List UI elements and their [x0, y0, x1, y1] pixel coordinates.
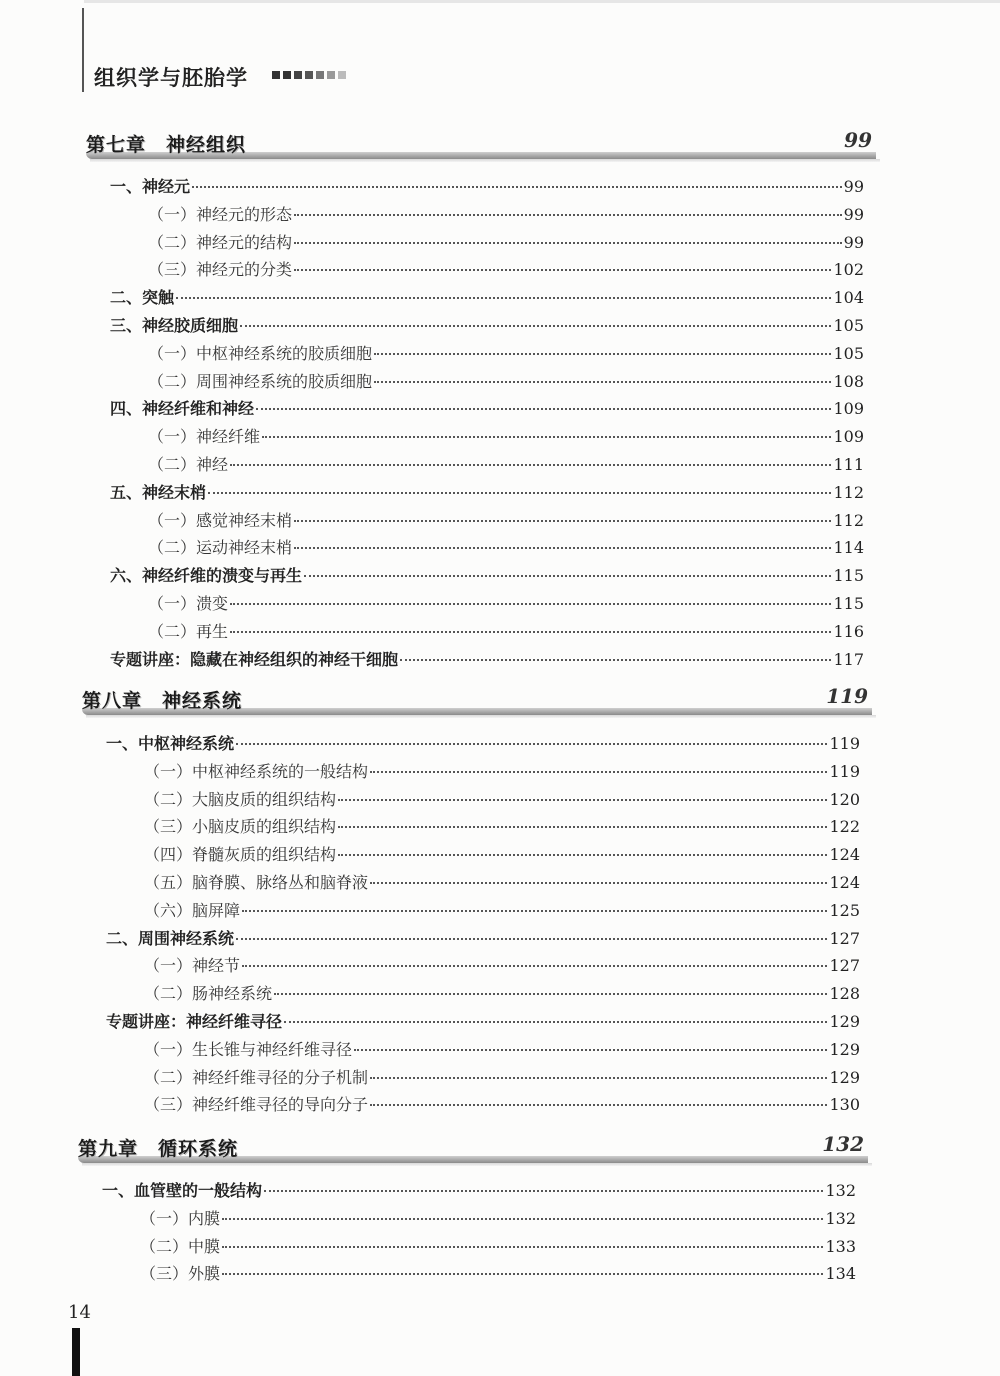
chapter-bar-shadow [90, 159, 880, 162]
toc-entry-page: 130 [829, 1095, 860, 1115]
dot-leader [354, 1049, 827, 1051]
toc-entry-title: 六、神经纤维的溃变与再生 [110, 566, 303, 586]
toc-entry[interactable] [148, 202, 864, 226]
toc-entry[interactable] [148, 230, 864, 254]
chapter-page-number: 99 [844, 128, 872, 152]
toc-entry[interactable] [144, 759, 860, 783]
toc-entry-page: 129 [829, 1067, 860, 1087]
toc-entry-title: （二）神经元的结构 [148, 232, 293, 252]
dot-leader [294, 547, 831, 549]
toc-entry[interactable] [148, 535, 864, 559]
toc-entry-page: 119 [829, 761, 860, 781]
toc-entry-title: （一）生长锥与神经纤维寻径 [144, 1039, 353, 1059]
dot-leader [374, 353, 831, 355]
toc-entry-page: 117 [833, 649, 864, 669]
dot-leader [242, 910, 827, 912]
toc-entry-title: （二）大脑皮质的组织结构 [144, 789, 337, 809]
toc-entry-page: 134 [825, 1264, 856, 1284]
page-number: 14 [68, 1302, 91, 1323]
toc-entry-title: （四）脊髓灰质的组织结构 [144, 845, 337, 865]
toc-entry[interactable] [144, 842, 860, 866]
toc-entry-page: 127 [829, 928, 860, 948]
toc-entry[interactable] [148, 508, 864, 532]
toc-entry[interactable] [144, 870, 860, 894]
toc-entry-title: （三）小脑皮质的组织结构 [144, 817, 337, 837]
toc-entry[interactable] [148, 341, 864, 365]
dot-leader [370, 1104, 827, 1106]
toc-entry[interactable] [144, 787, 860, 811]
toc-entry[interactable] [148, 591, 864, 615]
toc-entry-title: （一）溃变 [148, 594, 229, 613]
dot-leader [262, 436, 831, 438]
toc-entry[interactable] [148, 257, 864, 281]
dot-leader [222, 1218, 823, 1220]
toc-entry-page: 102 [833, 260, 864, 280]
dot-leader [294, 214, 842, 216]
dot-leader [338, 826, 827, 828]
toc-entry-title: （二）神经纤维寻径的分子机制 [144, 1067, 369, 1087]
title-square [294, 71, 302, 79]
toc-entry[interactable] [144, 1065, 860, 1089]
toc-entry[interactable] [144, 1092, 860, 1116]
dot-leader [374, 381, 831, 383]
dot-leader [338, 799, 827, 801]
toc-entry[interactable] [148, 452, 864, 476]
dot-leader [230, 464, 831, 466]
toc-entry-page: 116 [833, 621, 864, 641]
toc-entry-title: 专题讲座：隐藏在神经组织的神经干细胞 [110, 649, 399, 669]
toc-entry-title: 一、神经元 [110, 177, 191, 196]
toc-entry[interactable] [140, 1206, 856, 1230]
dot-leader [284, 1021, 827, 1023]
chapter-heading [78, 1134, 868, 1168]
toc-entry[interactable] [140, 1234, 856, 1258]
dot-leader [208, 492, 831, 494]
toc-entry-page: 128 [829, 984, 860, 1004]
toc-entry[interactable] [144, 814, 860, 838]
toc-entry-title: （二）肠神经系统 [144, 984, 273, 1004]
toc-entry-title: （一）神经节 [144, 956, 241, 976]
footer-rule [72, 1328, 80, 1376]
dot-leader [236, 743, 827, 745]
dot-leader [192, 186, 842, 188]
dot-leader [294, 269, 831, 271]
toc-entry-title: （六）脑屏障 [144, 900, 241, 920]
toc-entry[interactable] [144, 981, 860, 1005]
toc-entry[interactable] [110, 285, 864, 309]
chapter-bar-shadow [86, 715, 876, 718]
toc-entry-title: （一）中枢神经系统的胶质细胞 [148, 343, 373, 363]
toc-entry-title: 一、中枢神经系统 [106, 734, 235, 753]
toc-entry-page: 115 [833, 566, 864, 586]
toc-entry-title: （一）中枢神经系统的一般结构 [144, 761, 369, 781]
dot-leader [294, 242, 842, 244]
book-title: 组织学与胚胎学 [94, 65, 248, 90]
toc-entry[interactable] [110, 313, 864, 337]
toc-entry-page: 120 [829, 789, 860, 809]
toc-entry-page: 104 [833, 288, 864, 308]
chapter-title: 第七章 神经组织 [86, 134, 247, 156]
title-square [338, 71, 346, 79]
toc-entry-title: （三）外膜 [140, 1264, 221, 1284]
toc-entry-page: 119 [829, 734, 860, 753]
dot-leader [242, 965, 827, 967]
chapter-title: 第八章 神经系统 [82, 690, 243, 712]
toc-entry-title: （五）脑脊膜、脉络丛和脑脊液 [144, 873, 369, 892]
toc-entry-page: 122 [829, 817, 860, 837]
toc-entry[interactable] [110, 647, 864, 671]
dot-leader [370, 882, 827, 884]
toc-entry[interactable] [110, 563, 864, 587]
toc-entry-title: （一）感觉神经末梢 [148, 510, 293, 530]
toc-entry-page: 129 [829, 1039, 860, 1059]
toc-entry-title: 五、神经末梢 [110, 482, 207, 502]
dot-leader [400, 659, 831, 661]
toc-entry-page: 105 [833, 343, 864, 363]
toc-entry-page: 124 [829, 873, 860, 892]
chapter-title: 第九章 循环系统 [78, 1138, 239, 1160]
dot-leader [222, 1273, 823, 1275]
toc-entry-page: 99 [843, 204, 864, 224]
toc-entry-page: 114 [833, 538, 864, 558]
title-square [316, 71, 324, 79]
chapter-heading [86, 130, 876, 164]
title-decoration [272, 71, 346, 79]
toc-entry-title: 四、神经纤维和神经 [110, 399, 255, 419]
toc-entry-title: （一）神经元的形态 [148, 204, 293, 224]
toc-entry[interactable] [148, 619, 864, 643]
toc-entry[interactable] [110, 396, 864, 420]
toc-entry-title: （二）中膜 [140, 1236, 221, 1256]
toc-entry-page: 109 [833, 427, 864, 447]
toc-entry[interactable] [110, 480, 864, 504]
toc-entry-title: （二）运动神经末梢 [148, 538, 293, 558]
dot-leader [176, 297, 831, 299]
title-square [327, 71, 335, 79]
dot-leader [370, 771, 827, 773]
toc-entry-page: 112 [833, 510, 864, 530]
header-left-rule [82, 8, 84, 92]
toc-entry-title: （一）神经纤维 [148, 427, 261, 447]
toc-entry-page: 133 [825, 1236, 856, 1256]
dot-leader [256, 408, 831, 410]
toc-entry[interactable] [144, 898, 860, 922]
toc-entry-page: 105 [833, 316, 864, 335]
toc-entry[interactable] [140, 1261, 856, 1285]
toc-entry-page: 108 [833, 371, 864, 391]
title-square [305, 71, 313, 79]
toc-entry[interactable] [102, 1178, 856, 1202]
toc-entry-title: （二）神经 [148, 455, 229, 474]
dot-leader [274, 993, 827, 995]
chapter-page-number: 132 [822, 1132, 864, 1156]
toc-entry-page: 132 [825, 1181, 856, 1200]
chapter-heading [82, 686, 872, 720]
toc-entry-title: 二、突触 [110, 288, 175, 308]
title-square [272, 71, 280, 79]
title-square [283, 71, 291, 79]
toc-entry-title: （二）再生 [148, 621, 229, 641]
toc-entry-page: 132 [825, 1208, 856, 1228]
dot-leader [294, 520, 831, 522]
toc-entry-title: （一）内膜 [140, 1208, 221, 1228]
toc-entry-title: （三）神经元的分类 [148, 260, 293, 280]
toc-entry-page: 112 [833, 482, 864, 502]
toc-entry-page: 111 [833, 455, 864, 474]
toc-entry-title: 二、周围神经系统 [106, 928, 235, 948]
toc-entry-title: 一、血管壁的一般结构 [102, 1181, 263, 1200]
toc-entry-page: 115 [833, 594, 864, 613]
toc-entry-page: 99 [843, 177, 864, 196]
page-top-line [84, 0, 1000, 3]
dot-leader [370, 1077, 827, 1079]
toc-entry[interactable] [106, 1009, 860, 1033]
toc-entry-page: 125 [829, 900, 860, 920]
toc-entry-title: （二）周围神经系统的胶质细胞 [148, 371, 373, 391]
chapter-bar-shadow [82, 1163, 872, 1166]
toc-entry-page: 124 [829, 845, 860, 865]
dot-leader [338, 854, 827, 856]
toc-entry-title: （三）神经纤维寻径的导向分子 [144, 1095, 369, 1115]
toc-entry-page: 109 [833, 399, 864, 419]
dot-leader [236, 938, 827, 940]
toc-entry-page: 127 [829, 956, 860, 976]
dot-leader [264, 1190, 823, 1192]
dot-leader [240, 325, 831, 327]
toc-entry-page: 129 [829, 1012, 860, 1031]
toc-entry-title: 专题讲座：神经纤维寻径 [106, 1012, 283, 1031]
dot-leader [222, 1246, 823, 1248]
toc-entry[interactable] [106, 731, 860, 755]
toc-entry[interactable] [110, 174, 864, 198]
dot-leader [230, 603, 831, 605]
toc-entry[interactable] [144, 1037, 860, 1061]
toc-entry[interactable] [148, 424, 864, 448]
toc-entry-title: 三、神经胶质细胞 [110, 316, 239, 335]
dot-leader [304, 575, 831, 577]
dot-leader [230, 631, 831, 633]
toc-entry[interactable] [144, 953, 860, 977]
chapter-page-number: 119 [826, 684, 868, 708]
toc-entry-page: 99 [843, 232, 864, 252]
toc-entry[interactable] [148, 369, 864, 393]
toc-entry[interactable] [106, 926, 860, 950]
